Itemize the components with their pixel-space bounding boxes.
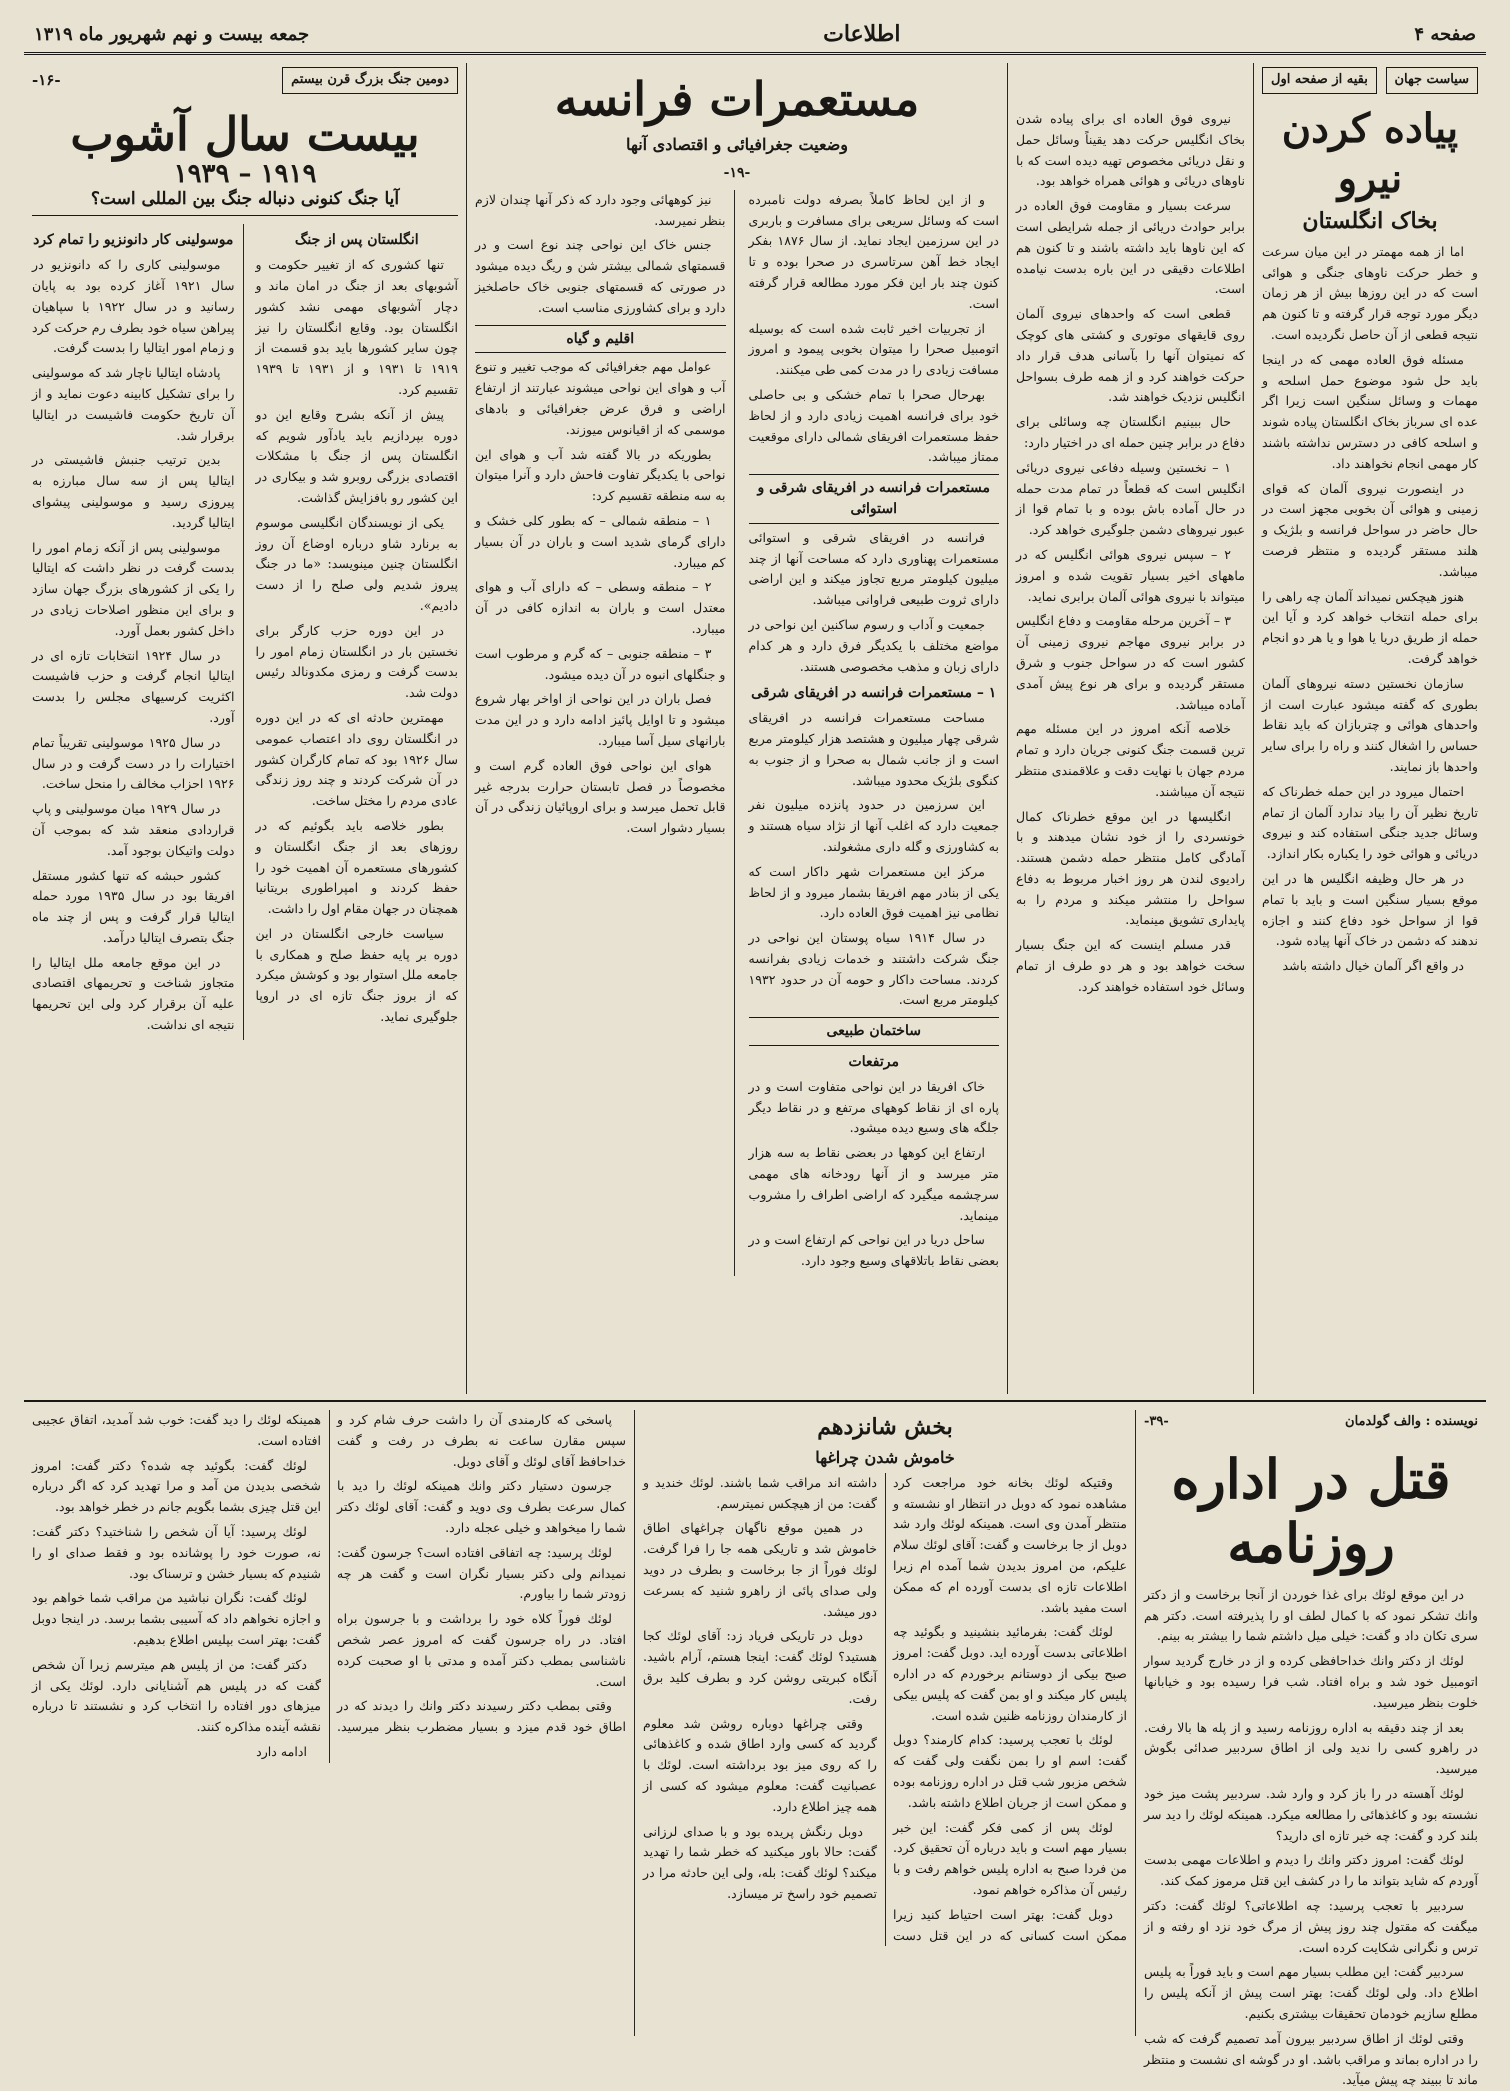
paragraph: سیاست خارجی انگلستان در این دوره بر پایه حفظ صلح و همکاری با جامعه ملل استوار بود و کوشش میکرد که از بروز جنگ تازه ای در اروپا جلوگیری نماید. xyxy=(255,925,458,1025)
paragraph: ۲ – سپس نیروی هوائی انگلیس که در ماههای اخیر بسیار تقویت شده و امروز میتواند با نیروی هوائی آلمان برابری نماید. xyxy=(1016,546,1245,604)
article-subheadline: وضعیت جغرافیائی و اقتصادی آنها xyxy=(625,135,849,154)
paragraph: سردبیر با تعجب پرسید: چه اطلاعاتی؟ لوئك گفت: دکتر میگفت که مقتول چند روز پیش از مرگ خود نزد او رفته و از ترس و نگرانی شکایت کرده است. xyxy=(1144,1897,1478,1955)
story-author: نویسنده : والف گولدمان xyxy=(1345,1414,1478,1429)
paragraph: در سال ۱۹۲۹ میان موسولینی و پاپ قراردادی منعقد شد که بموجب آن دولت واتیکان بوجود آمد. xyxy=(32,801,235,858)
article-subheadline: بخاک انگلستان xyxy=(1302,207,1438,234)
column-french-colonies xyxy=(467,63,1007,1394)
paragraph: ادامه دارد xyxy=(256,1743,307,1759)
paragraph: سازمان نخستین دسته نیروهای آلمان بطوری که گفته میشود عبارت است از واحدهای هوائی و چتربازان که باید نقاط حساس را اشغال کنند و راه را برای سایر واحدها باز نمایند. xyxy=(1262,675,1478,774)
article-question: آیا جنگ کنونی دنباله جنگ بین المللی است؟ xyxy=(32,189,458,217)
paragraph: سردبیر گفت: این مطلب بسیار مهم است و باید فوراً به پلیس اطلاع داد. ولی لوئك گفت: بهتر است پیش از آنکه پلیس را مطلع سازیم خودمان تحقیقات بیشتری بکنیم. xyxy=(1144,1964,1478,2021)
paragraph: بعد از چند دقیقه به اداره روزنامه رسید و از پله ها بالا رفت. در راهرو کسی را ندید ولی از اطاق سردبیر صدائی بگوش میرسید. xyxy=(1144,1719,1478,1777)
paragraph: و از این لحاظ کاملاً بصرفه دولت نامبرده است که وسائل سریعی برای مسافرت و باربری در این سرزمین ایجاد نماید. از سال ۱۸۷۶ بفکر ایجاد خط آهن سرتاسری در صحرا بوده و تا کنون چند بار این فکر مورد مطالعه قرار گرفته است. xyxy=(748,191,999,311)
paragraph: پاسخی که کارمندی آن را داشت حرف شام کرد و سپس مقارن ساعت نه بطرف در رفت و گفت خداحافظ آقای لوئك و آقای دوبل. xyxy=(337,1412,626,1469)
paragraph: در این موقع لوئك برای غذا خوردن از آنجا برخاست و از دکتر وانك تشکر نمود که با کمال لطف او را پذیرفته است. دکتر هم سری تکان داد و گفت: خیلی میل داشتم شما را بیشتر به بینم. xyxy=(1144,1586,1478,1644)
article-body xyxy=(1262,242,1478,977)
paragraph: در این موقع جامعه ملل ایتالیا را متجاوز شناخت و تحریمهای اقتصادی علیه آن برقرار کرد ولی این تحریمها نتیجه ای نداشت. xyxy=(32,954,235,1033)
paragraph: در سال ۱۹۱۴ سیاه پوستان این نواحی در جنگ شرکت داشتند و خدمات زیادی بفرانسه کردند. مساحت داکار و حومه آن در حدود ۱۹۳۲ کیلومتر مربع است. xyxy=(748,930,999,1008)
article-body xyxy=(749,190,1000,468)
column-divider xyxy=(466,63,467,1394)
paragraph: لوئك پرسید: آیا آن شخص را شناختید؟ دکتر گفت: نه، صورت خود را پوشانده بود و فقط صدای او را شنیدم که بسیار خشن و ترسناک بود. xyxy=(32,1523,321,1581)
installment-number: -۱۹- xyxy=(723,165,751,181)
story-body xyxy=(1144,1585,1478,2091)
paragraph: بدین ترتیب جنبش فاشیستی در ایتالیا پس از سه سال مبارزه به پیروزی رسید و موسولینی پیشوای ایتالیا گردید. xyxy=(32,452,235,530)
article-body xyxy=(475,190,726,319)
column-world-politics xyxy=(1254,63,1486,1394)
sub-heading: مرتفعات xyxy=(848,1054,899,1071)
article-body xyxy=(749,708,1000,1011)
paragraph: بطوریکه در بالا گفته شد آب و هوای این نواحی با یکدیگر تفاوت فاحش دارد و آنرا میتوان به سه منطقه تقسیم کرد: xyxy=(475,446,726,504)
paragraph: احتمال میرود در این حمله خطرناک که تاریخ نظیر آن را بیاد ندارد آلمان از تمام وسائل جدید جنگی استفاده کند و نیروی دریائی و هوائی خود را یکباره بکار اندازد. xyxy=(1262,783,1478,862)
paragraph: در سال ۱۹۲۴ انتخابات تازه ای در ایتالیا انجام گرفت و حزب فاشیست اکثریت کرسیهای مجلس را بدست آورد. xyxy=(32,647,235,725)
paragraph: جنس خاک این نواحی چند نوع است و در قسمتهای شمالی بیشتر شن و ریگ دیده میشود در صورتی که قسمتهای جنوبی خاک حاصلخیز دارد و برای کشاورزی مناسب است. xyxy=(475,237,726,315)
paragraph: قطعی است که واحدهای نیروی آلمان روی قایقهای موتوری و کشتی های کوچک که نمیتوان آنها را بآسانی هدف قرار داد حرکت خواهند کرد و از همه طرف بسواحل انگلیس نزدیک خواهند شد. xyxy=(1016,306,1245,405)
paragraph: لوئك پس از کمی فکر گفت: این خبر بسیار مهم است و باید درباره آن تحقیق کرد. من فردا صبح به اداره پلیس خواهم رفت و با رئیس آن مذاکره خواهم نمود. xyxy=(893,1819,1127,1897)
masthead xyxy=(24,16,1486,55)
paragraph: بطور خلاصه باید بگوئیم که در روزهای بعد از جنگ انگلستان و کشورهای مستعمره آن اهمیت خود را حفظ کردند و امپراطوری بریتانیا همچنان در جهان مقام اول را داشت. xyxy=(255,817,458,917)
paragraph: دکتر گفت: من از پلیس هم میترسم زیرا آن شخص گفت که در پلیس هم آشنایانی دارد. لوئك یکی از میزهای دور افتاده را انتخاب کرد و نشستند تا درباره نقشه آینده مذاکره کنند. xyxy=(32,1656,321,1735)
paragraph: یکی از نویسندگان انگلیسی موسوم به برنارد شاو درباره اوضاع آن روز انگلستان چنین مینویسد: «ما در جنگ پیروز شدیم ولی صلح را از دست دادیم». xyxy=(255,514,458,613)
paragraph: لوئك گفت: بفرمائید بنشینید و بگوئید چه اطلاعاتی بدست آورده اید. دوبل گفت: امروز صبح بیکی از دوستانم برخوردم که در اداره پلیس کار میکند و او بمن گفت که پلیس بیکی از کارمندان روزنامه ظنین شده است. xyxy=(893,1624,1127,1723)
installment-number: -۳۹- xyxy=(1144,1414,1169,1429)
paragraph: نیز کوههائی وجود دارد که ذکر آنها چندان لازم بنظر نمیرسد. xyxy=(475,191,726,228)
paragraph: دوبل در تاریکی فریاد زد: آقای لوئك کجا هستید؟ لوئك گفت: اینجا هستم، آرام باشید. آنگاه کبریتی روشن کرد و بطرف کلید برق رفت. xyxy=(643,1628,877,1706)
installment-number: -۱۶- xyxy=(32,71,61,89)
paragraph: ۱ – منطقه شمالی – که بطور کلی خشک و دارای گرمای شدید است و باران در آن بسیار کم میبارد. xyxy=(475,512,726,570)
paragraph: فرانسه در افریقای شرقی و استوائی مستعمرات پهناوری دارد که مساحت آنها از چند میلیون کیلومتر مربع تجاوز میکند و این اراضی دارای ثروت طبیعی فراوانی میباشد. xyxy=(748,529,999,608)
chapter-body xyxy=(643,1473,1127,1947)
paragraph: انگلیسها در این موقع خطرناک کمال خونسردی را از خود نشان میدهند و با آمادگی کامل منتظر حمله دشمن هستند. رادیوی لندن هر روز اخبار مربوط به دفاع سواحل را منتشر میکند و مردم را به پایداری تشویق مینماید. xyxy=(1016,808,1245,928)
paragraph: در این دوره حزب کارگر برای نخستین بار در انگلستان زمام امور را بدست گرفت و رمزی مکدونالد رئیس دولت شد. xyxy=(255,622,458,701)
paragraph: وقتی چراغها دوباره روشن شد معلوم گردید که کسی وارد اطاق شده و کاغذهائی را که روی میز بود برداشته است. لوئك با عصبانیت گفت: معلوم میشود که کسی از همه چیز اطلاع دارد. xyxy=(643,1715,877,1814)
paragraph: حال ببینیم انگلستان چه وسائلی برای دفاع در برابر چنین حمله ای در اختیار دارد: xyxy=(1016,414,1245,450)
paragraph: لوئك آهسته در را باز کرد و وارد شد. سردبیر پشت میز خود نشسته بود و کاغذهائی را مطالعه میکرد. همینکه لوئك را دید سر بلند کرد و گفت: چه خبر تازه ای دارید؟ xyxy=(1144,1785,1478,1843)
paragraph: در واقع اگر آلمان خیال داشته باشد xyxy=(1282,958,1464,974)
years-range: ۱۹۱۹ – ۱۹۳۹ xyxy=(173,158,317,189)
issue-date: جمعه بیست و نهم شهریور ماه ۱۳۱۹ xyxy=(34,23,310,45)
paragraph: ساحل دریا در این نواحی کم ارتفاع است و در بعضی نقاط باتلاقهای وسیع وجود دارد. xyxy=(748,1232,999,1269)
section-heading: ۱ – مستعمرات فرانسه در افریقای شرقی xyxy=(751,685,997,702)
paragraph: مرکز این مستعمرات شهر داکار است که یکی از بنادر مهم افریقا بشمار میرود و از لحاظ نظامی نیز اهمیت فوق العاده دارد. xyxy=(748,863,999,921)
section-heading: مستعمرات فرانسه در افریقای شرقی و استوائی xyxy=(749,474,1000,524)
paragraph: کشور حبشه که تنها کشور مستقل افریقا بود در سال ۱۹۳۵ مورد حمله ایتالیا قرار گرفت و پس از چند ماه جنگ بتصرف ایتالیا درآمد. xyxy=(32,867,235,945)
paragraph: سرعت بسیار و مقاومت فوق العاده در برابر حوادث دریائی از جمله شرایطی است که این ناوها باید داشته باشند و تا کنون هم اطلاعات دقیقی در این باره بدست نیامده است. xyxy=(1016,198,1245,297)
column-part-sixteen xyxy=(635,1410,1135,2036)
paragraph: عوامل مهم جغرافیائی که موجب تغییر و تنوع آب و هوای این نواحی میشوند عبارتند از ارتفاع اراضی و فرق عرض جغرافیائی و بادهای موسمی که از اقیانوس میوزند. xyxy=(475,359,726,437)
article-body xyxy=(749,1077,1000,1272)
section-heading: ساختمان طبیعی xyxy=(749,1017,1000,1046)
section-heading: انگلستان پس از جنگ xyxy=(294,232,419,249)
paragraph: وقتیکه لوئك بخانه خود مراجعت کرد مشاهده نمود که دوبل در انتظار او نشسته و منتظر آمدن وی است. همینکه لوئك وارد شد دوبل از جا برخاست و گفت: آقای لوئك سلام علیکم، من امروز بدیدن شما آمده ام زیرا اطلاعات تازه ای بدست آورده ام که ممکن است مفید باشد. xyxy=(893,1474,1127,1615)
paragraph: پادشاه ایتالیا ناچار شد که موسولینی را برای تشکیل کابینه دعوت نماید و از آن تاریخ حکومت فاشیست در ایتالیا برقرار شد. xyxy=(32,365,235,443)
paragraph: ارتفاع این کوهها در بعضی نقاط به سه هزار متر میرسد و از آنها رودخانه های مهمی سرچشمه میگیرد که اراضی اطراف را مشروب مینماید. xyxy=(748,1145,999,1223)
paragraph: تنها کشوری که از تغییر حکومت و آشوبهای بعد از جنگ در امان ماند و دچار آشوبهای مهمی نشد کشور انگلستان بود. وقایع انگلستان را نیز چون سایر کشورها باید بدو قسمت از ۱۹۱۹ تا ۱۹۳۱ و از ۱۹۳۱ تا ۱۹۳۹ تقسیم کرد. xyxy=(255,257,459,397)
article-body xyxy=(32,255,235,1036)
paragraph: هوای این نواحی فوق العاده گرم است و مخصوصاً در فصل تابستان حرارت بدرجه غیر قابل تحمل میرسد و برای اروپائیان زندگی در آن بسیار دشوار است. xyxy=(475,757,726,836)
article-body xyxy=(256,255,459,1028)
paragraph: مهمترین حادثه ای که در این دوره در انگلستان روی داد اعتصاب عمومی سال ۱۹۲۶ بود که تمام کارگران کشور در آن شرکت کردند و چند روز زندگی عادی مردم را مختل ساخت. xyxy=(255,709,459,809)
column-divider xyxy=(634,1410,635,2036)
section-kicker: سیاست جهان xyxy=(1386,67,1479,94)
paragraph: لوئك با تعجب پرسید: کدام کارمند؟ دوبل گفت: اسم او را بمن نگفت ولی گفت که شخص مزبور شب قتل در اداره روزنامه بوده و ممکن است از جریان اطلاع داشته باشد. xyxy=(893,1732,1127,1810)
paragraph: ۳ – منطقه جنوبی – که گرم و مرطوب است و جنگلهای انبوه در آن دیده میشود. xyxy=(475,645,726,682)
article-body xyxy=(1016,109,1245,998)
paragraph: فصل باران در این نواحی از اواخر بهار شروع میشود و تا اوایل پائیز ادامه دارد و در این مدت بارانهای سیل آسا میبارد. xyxy=(475,691,726,748)
column-serial-story xyxy=(1136,1410,1486,2088)
column-twenty-years xyxy=(24,63,466,1394)
story-body xyxy=(32,1410,626,1763)
paragraph: موسولینی پس از آنکه زمام امور را بدست گرفت در نظر داشت که ایتالیا را یکی از کشورهای بزرگ جهان سازد و برای این منظور اصلاحات زیادی در داخل کشور بعمل آورد. xyxy=(32,539,235,638)
paragraph: در اینصورت نیروی آلمان که قوای زمینی و هوائی آن بخوبی مجهز است در حال حاضر در سواحل فرانسه و بلژیک و هلند مستقر گردیده و منتظر فرصت میباشد. xyxy=(1262,480,1478,579)
paragraph: دوبل رنگش پریده بود و با صدای لرزانی گفت: حالا باور میکنید که خطر شما را تهدید میکند؟ لوئك گفت: بله، ولی این حادثه مرا در تصمیم خود راسخ تر میسازد. xyxy=(643,1823,877,1901)
lower-section xyxy=(24,1402,1486,2088)
upper-section xyxy=(24,55,1486,1402)
section-heading: موسولینی کار دانونزیو را تمام کرد xyxy=(33,232,234,249)
paragraph: بهرحال صحرا با تمام خشکی و بی حاصلی خود برای فرانسه اهمیت زیادی دارد و از لحاظ حفظ مستعمرات افریقای شمالی دارای موقعیت ممتاز میباشد. xyxy=(748,386,999,465)
newspaper-name: اطلاعات xyxy=(823,21,901,47)
paragraph: هنوز هیچکس نمیداند آلمان چه راهی را برای حمله انتخاب خواهد کرد و آیا این حمله از طریق دریا یا هوا و یا هر دو انجام خواهد گرفت. xyxy=(1262,588,1478,666)
paragraph: در هر حال وظیفه انگلیس ها در این موقع بسیار سنگین است و باید با تمام قوا از سواحل خود دفاع کنند و اجازه ندهند که دشمن در خاک آنها پیاده شود. xyxy=(1262,870,1478,949)
paragraph: مساحت مستعمرات فرانسه در افریقای شرقی چهار میلیون و هشتصد هزار کیلومتر مربع است و از جانب شمال به صحرا و از جنوب به کنگوی بلژیک محدود میباشد. xyxy=(748,710,999,788)
paragraph: ۱ – نخستین وسیله دفاعی نیروی دریائی انگلیس است که قطعاً در تمام مدت حمله در حال آماده باش بوده و با تمام قوا از عبور نیروهای دشمن جلوگیری خواهد کرد. xyxy=(1016,459,1245,538)
paragraph: خلاصه آنکه امروز در این مسئله مهم ترین قسمت جنگ کنونی جریان دارد و تمام مردم جهان با نهایت دقت و علاقمندی منتظر نتیجه آن میباشند. xyxy=(1016,721,1245,799)
paragraph: خاک افریقا در این نواحی متفاوت است و در پاره ای از نقاط کوههای مرتفع و در نقاط دیگر جلگه های وسیع دیده میشود. xyxy=(748,1078,999,1136)
paragraph: از تجربیات اخیر ثابت شده است که بوسیله اتومبیل صحرا را میتوان بخوبی پیمود و امروز مسافت زیادی را در مدت کمی طی میکنند. xyxy=(748,320,999,378)
paragraph: قدر مسلم اینست که این جنگ بسیار سخت خواهد بود و هر دو طرف از تمام وسائل خود استفاده خواهند کرد. xyxy=(1016,937,1245,994)
paragraph: لوئك پرسید: چه اتفاقی افتاده است؟ جرسون گفت: نمیدانم ولی دکتر بسیار نگران است و گفت هر چه زودتر شما را بیاورم. xyxy=(337,1544,626,1602)
article-headline: بیست سال آشوب xyxy=(70,106,420,161)
paragraph: ۲ – منطقه وسطی – که دارای آب و هوای معتدل است و باران به اندازه کافی در آن میبارد. xyxy=(475,579,726,636)
paragraph: در سال ۱۹۲۵ موسولینی تقریباً تمام اختیارات را در دست گرفت و در سال ۱۹۲۶ احزاب مخالف را منحل ساخت. xyxy=(32,734,235,792)
column-invasion-continued xyxy=(1008,109,1253,1394)
paragraph: لوئك گفت: بگوئید چه شده؟ دکتر گفت: امروز شخصی بدیدن من آمد و مرا تهدید کرد که اگر درباره این قتل چیزی بشما بگویم جانم در خطر خواهد بود. xyxy=(32,1457,321,1515)
article-headline: پیاده کردن نیرو xyxy=(1281,104,1459,202)
column-divider xyxy=(1007,63,1008,1394)
paragraph: وقتی لوئك از اطاق سردبیر بیرون آمد تصمیم گرفت که شب را در اداره بماند و مراقب باشد. او در گوشه ای نشست و منتظر ماند تا ببیند چه پیش میآید. xyxy=(1144,2030,1478,2088)
paragraph: نیروی فوق العاده ای برای پیاده شدن بخاک انگلیس حرکت دهد یقیناً وسائل حمل و نقل دریائی مخصوص تهیه دیده است که با ناوهای دریائی و هوائی همراه خواهد بود. xyxy=(1016,111,1245,189)
continued-kicker: بقیه از صفحه اول xyxy=(1262,67,1377,94)
paragraph: لوئك فوراً کلاه خود را برداشت و با جرسون براه افتاد. در راه جرسون گفت که امروز عصر شخص ناشناسی بمطب دکتر آمده و مدتی با او صحبت کرده است. xyxy=(337,1611,626,1689)
series-kicker: دومین جنگ بزرگ قرن بیستم xyxy=(282,67,458,94)
column-story-continued xyxy=(24,1410,634,2036)
paragraph: جرسون دستیار دکتر وانك همینکه لوئك را دید با کمال سرعت بطرف وی دوید و گفت: آقای لوئك دکتر شما را میخواهد و خیلی عجله دارد. xyxy=(337,1478,626,1535)
paragraph: لوئك گفت: امروز دکتر وانك را دیدم و اطلاعات مهمی بدست آوردم که شاید بتواند ما را در کشف این قتل مرموز کمک کند. xyxy=(1144,1852,1478,1889)
page-number: صفحه ۴ xyxy=(1414,23,1476,45)
section-heading: اقلیم و گیاه xyxy=(475,325,726,354)
story-title: قتل در اداره روزنامه xyxy=(1171,1446,1451,1575)
paragraph: وقتی بمطب دکتر رسیدند دکتر وانك را دیدند که در اطاق خود قدم میزد و بسیار مضطرب بنظر میرسید. همینکه لوئك را دید گفت: خوب شد آمدید، اتفاق عجیبی افتاده است. xyxy=(32,1412,626,1735)
paragraph: جمعیت و آداب و رسوم ساکنین این نواحی در مواضع مختلف با یکدیگر فرق دارد و هر کدام دارای زبان و مذهب مخصوصی هستند. xyxy=(748,616,999,674)
paragraph: لوئك از دکتر وانك خداحافظی کرده و از در خارج گردید سوار اتومبیل خود شد و براه افتاد. شب فرا رسیده بود و خیابانها خلوت بنظر میرسید. xyxy=(1144,1653,1478,1710)
paragraph: دوبل گفت: بهتر است احتیاط کنید زیرا ممکن است کسانی که در این قتل دست داشته اند مراقب شما باشند. لوئك خندید و گفت: من از هیچکس نمیترسم. xyxy=(643,1474,1127,1943)
column-divider xyxy=(1253,63,1254,1394)
paragraph: این سرزمین در حدود پانزده میلیون نفر جمعیت دارد که اغلب آنها از نژاد سیاه هستند و به کشاورزی و گله داری مشغولند. xyxy=(748,797,999,854)
article-body xyxy=(475,357,726,839)
paragraph: اما از همه مهمتر در این میان سرعت و خطر حرکت ناوهای جنگی و هوائی است که در این روزها بیش از هر زمان دیگر مورد توجه قرار گرفته و تا کنون هم نتیجه قطعی از آن حاصل نگردیده است. xyxy=(1262,243,1478,342)
paragraph: پیش از آنکه بشرح وقایع این دو دوره بپردازیم باید یادآور شویم که انگلستان پس از جنگ با مشکلات اقتصادی بزرگی روبرو شد و بیکاری در این کشور رو بافزایش گذاشت. xyxy=(255,406,458,505)
paragraph: لوئك گفت: نگران نباشید من مراقب شما خواهم بود و اجازه نخواهم داد که آسیبی بشما برسد. در اینجا دوبل گفت: بهتر است بپلیس اطلاع بدهیم. xyxy=(32,1590,321,1647)
paragraph: موسولینی کاری را که دانونزیو در سال ۱۹۲۱ آغاز کرده بود به پایان رسانید و در سال ۱۹۲۲ با سپاهیان پیراهن سیاه خود بطرف رم حرکت کرد و زمام امور ایتالیا را بدست گرفت. xyxy=(32,257,235,356)
article-headline: مستعمرات فرانسه xyxy=(554,72,920,126)
chapter-title: بخش شانزدهم xyxy=(817,1414,953,1440)
chapter-subtitle: خاموش شدن چراغها xyxy=(815,1448,955,1467)
column-divider xyxy=(1135,1410,1136,2036)
paragraph: مسئله فوق العاده مهمی که در اینجا باید حل شود موضوع حمل اسلحه و مهمات و وسائل سنگین است زیرا اگر عده ای سرباز بخاک انگلستان پیاده شوند و اسلحه کافی در دسترس نداشته باشند کار مهمی انجام نخواهند داد. xyxy=(1262,351,1478,471)
paragraph: ۳ – آخرین مرحله مقاومت و دفاع انگلیس در برابر نیروی مهاجم نیروی زمینی آن کشور است که در سواحل جنوب و شرق مستقر گردیده و برای هر نوع پیش آمدی آماده میباشد. xyxy=(1016,613,1245,712)
paragraph: در همین موقع ناگهان چراغهای اطاق خاموش شد و تاریکی همه جا را فرا گرفت. لوئك فوراً از جا برخاست و بطرف در دوید ولی صدای پائی از راهرو شنید که بسرعت دور میشد. xyxy=(643,1520,877,1619)
article-body xyxy=(749,528,1000,678)
